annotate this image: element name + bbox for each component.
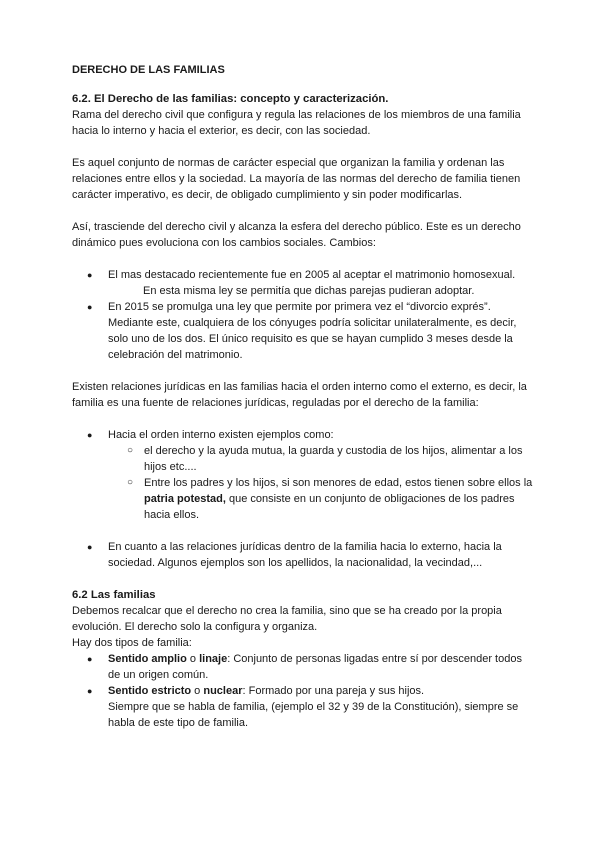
paragraph: Es aquel conjunto de normas de carácter especial que organizan la familia y ordenan las relaciones entre ellos y la sociedad. La mayoría de las normas del derecho de familia tienen carácter imperativo, es decir, de obligado cumplimiento y sin poder modificarlas.: [72, 157, 521, 201]
list-item: ● Sentido amplio o linaje: Conjunto de personas ligadas entre sí por descender todos de un origen común.: [87, 653, 522, 681]
sub-list: [108, 443, 534, 523]
bullet-list-externo: [72, 539, 534, 571]
list-item: ● Sentido estricto o nuclear: Formado por una pareja y sus hijos. Siempre que se habla de familia, (ejemplo el 32 y 39 de la Constitución), siempre se habla de este tipo de familia.: [87, 685, 519, 729]
paragraph: Existen relaciones jurídicas en las familias hacia el orden interno como el externo, es decir, la familia es una fuente de relaciones jurídicas, reguladas por el derecho de la familia:: [72, 381, 527, 409]
sub-list-item: ○ el derecho y la ayuda mutua, la guarda y custodia de los hijos, alimentar a los hijos etc....: [127, 445, 523, 473]
document-title: DERECHO DE LAS FAMILIAS: [72, 64, 225, 76]
circle-bullet-icon: ○: [127, 445, 134, 456]
bullet-list-tipos: [72, 651, 534, 731]
sub-list-item: ○ Entre los padres y los hijos, si son menores de edad, estos tienen sobre ellos la patria potestad, que consiste en un conjunto de obligaciones de los padres hacia ellos.: [127, 477, 533, 521]
document-page: [72, 62, 534, 731]
list-item: ● En 2015 se promulga una ley que permite por primera vez el “divorcio exprés”. Mediante este, cualquiera de los cónyuges podría solicitar unilateralmente, es decir, solo uno de los dos. El único requisito es que se hayan cumplido 3 meses desde la celebración del matrimonio.: [87, 301, 517, 361]
paragraph: Hay dos tipos de familia:: [72, 637, 192, 649]
bullet-icon: ●: [87, 542, 93, 552]
bullet-icon: ●: [87, 654, 93, 664]
paragraph: Debemos recalcar que el derecho no crea la familia, sino que se ha creado por la propia evolución. El derecho solo la configura y organiza.: [72, 605, 502, 633]
bullet-icon: ●: [87, 430, 93, 440]
bullet-list-relaciones: [72, 427, 534, 523]
section-heading-familias: 6.2 Las familias: [72, 589, 156, 601]
bullet-icon: ●: [87, 686, 93, 696]
circle-bullet-icon: ○: [127, 477, 134, 488]
list-item: ● En cuanto a las relaciones jurídicas dentro de la familia hacia lo externo, hacia la sociedad. Algunos ejemplos son los apellidos, la nacionalidad, la vecindad,...: [87, 541, 502, 569]
section-heading-concepto: 6.2. El Derecho de las familias: concepto y caracterización.: [72, 93, 389, 105]
bullet-icon: ●: [87, 302, 93, 312]
paragraph: Rama del derecho civil que configura y regula las relaciones de los miembros de una familia hacia lo interno y hacia el exterior, es decir, con las sociedad.: [72, 109, 521, 137]
list-item: ● Hacia el orden interno existen ejemplos como: ○ el derecho y la ayuda mutua, la guarda y custodia de los hijos, alimentar a los hijos etc.... ○ Entre los padres y los hijos, si son menores de edad, estos tienen sobre ellos la patria potestad, que consiste en un conjunto de obligaciones de los padres hacia ellos.: [87, 429, 533, 521]
list-item: ● El mas destacado recientemente fue en 2005 al aceptar el matrimonio homosexual. En esta misma ley se permitía que dichas parejas pudieran adoptar.: [87, 269, 516, 297]
bullet-icon: ●: [87, 270, 93, 280]
bullet-list-cambios: [72, 267, 534, 363]
paragraph: Así, trasciende del derecho civil y alcanza la esfera del derecho público. Este es un derecho dinámico pues evoluciona con los cambios sociales. Cambios:: [72, 221, 521, 249]
